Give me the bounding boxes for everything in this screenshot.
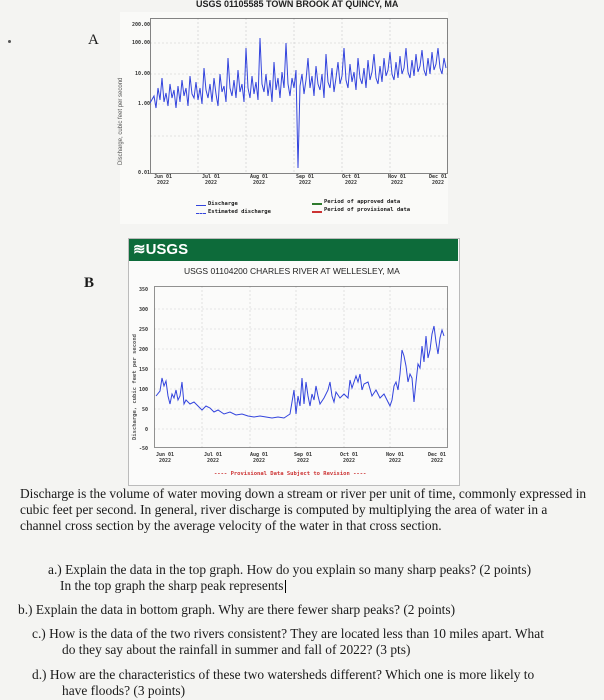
graph-b-ytick: 300 — [138, 307, 148, 313]
graph-b-ytick: 0 — [144, 427, 148, 433]
graph-b-xtick: Nov 01 2022 — [385, 452, 405, 464]
graph-b-xtick: Aug 01 2022 — [249, 452, 269, 464]
legend-swatch-approved — [312, 203, 322, 205]
graph-b-ytick: 200 — [138, 347, 148, 353]
graph-b-plot — [154, 286, 450, 452]
legend-swatch-discharge — [196, 205, 206, 206]
graph-a-ytick: 1.00 — [137, 101, 150, 107]
legend-approved: Period of approved data — [324, 199, 401, 205]
graph-b-ytick: -50 — [138, 446, 148, 452]
question-d-line1: d.) How are the characteristics of these two watersheds different? Which one is more likely to — [32, 667, 535, 682]
graph-b-ytick: 350 — [138, 287, 148, 293]
graph-a-title: USGS 01105585 TOWN BROOK AT QUINCY, MA — [196, 0, 399, 9]
graph-b-xtick: Jul 01 2022 — [203, 452, 223, 464]
graph-a-ytick: 0.01 — [137, 170, 150, 176]
graph-b-ytick: 250 — [138, 327, 148, 333]
graph-b-ylabel: Discharge, cubic feet per second — [132, 334, 138, 440]
graph-b-footer: ---- Provisional Data Subject to Revision ---- — [214, 471, 367, 477]
graph-a-plot — [150, 18, 450, 178]
graph-b-title: USGS 01104200 CHARLES RIVER AT WELLESLEY, MA — [184, 266, 400, 276]
graph-a-ytick: 200.00 — [131, 22, 150, 28]
question-d-line2: have floods? (3 points) — [62, 683, 186, 698]
question-a: a.) Explain the data in the top graph. How do you explain so many sharp peaks? (2 points) — [48, 562, 532, 577]
label-a: A — [88, 32, 99, 48]
text-cursor — [285, 580, 286, 593]
graph-b-xtick: Sep 01 2022 — [293, 452, 313, 464]
graph-b-xtick: Oct 01 2022 — [339, 452, 359, 464]
legend-swatch-provisional — [312, 211, 322, 213]
graph-a-ytick: 100.00 — [131, 40, 150, 46]
question-c-line2: do they say about the rainfall in summer and fall of 2022? (3 pts) — [62, 642, 411, 657]
graph-a-xtick: Jul 01 2022 — [201, 174, 221, 186]
usgs-banner: ≋USGS — [129, 239, 458, 261]
graph-b-ytick: 50 — [141, 407, 148, 413]
graph-b-xtick: Jun 01 2022 — [155, 452, 175, 464]
graph-a-xtick: Dec 01 2022 — [428, 174, 448, 186]
legend-discharge: Discharge — [208, 201, 238, 207]
question-c-line1: c.) How is the data of the two rivers consistent? They are located less than 10 miles apart. What — [32, 626, 544, 641]
graph-a-xtick: Jun 01 2022 — [153, 174, 173, 186]
answer-line-a[interactable]: In the top graph the sharp peak represents — [60, 578, 286, 594]
graph-b-ytick: 150 — [138, 367, 148, 373]
graph-a-xtick: Nov 01 2022 — [387, 174, 407, 186]
graph-b-xtick: Dec 01 2022 — [427, 452, 447, 464]
graph-a-ylabel: Discharge, cubic feet per second — [118, 77, 124, 165]
graph-b-ytick: 100 — [138, 387, 148, 393]
legend-provisional: Period of provisional data — [324, 207, 411, 213]
intro-paragraph: Discharge is the volume of water moving down a stream or river per unit of time, commonly expressed in cubic feet per second. In general, river discharge is computed by multiplying the area of water in a channel cross section by the average velocity of the water in that cross section. — [20, 486, 587, 533]
bullet-dot — [8, 40, 11, 43]
question-b: b.) Explain the data in bottom graph. Why are there fewer sharp peaks? (2 points) — [18, 602, 456, 617]
graph-a-xtick: Aug 01 2022 — [249, 174, 269, 186]
legend-estimated: Estimated discharge — [208, 209, 271, 215]
graph-a-ytick: 10.00 — [134, 71, 150, 77]
graph-a-xtick: Sep 01 2022 — [295, 174, 315, 186]
usgs-logo-icon: ≋ — [133, 241, 146, 258]
legend-swatch-estimated — [196, 213, 206, 215]
graph-a-xtick: Oct 01 2022 — [341, 174, 361, 186]
label-b: B — [84, 275, 95, 291]
